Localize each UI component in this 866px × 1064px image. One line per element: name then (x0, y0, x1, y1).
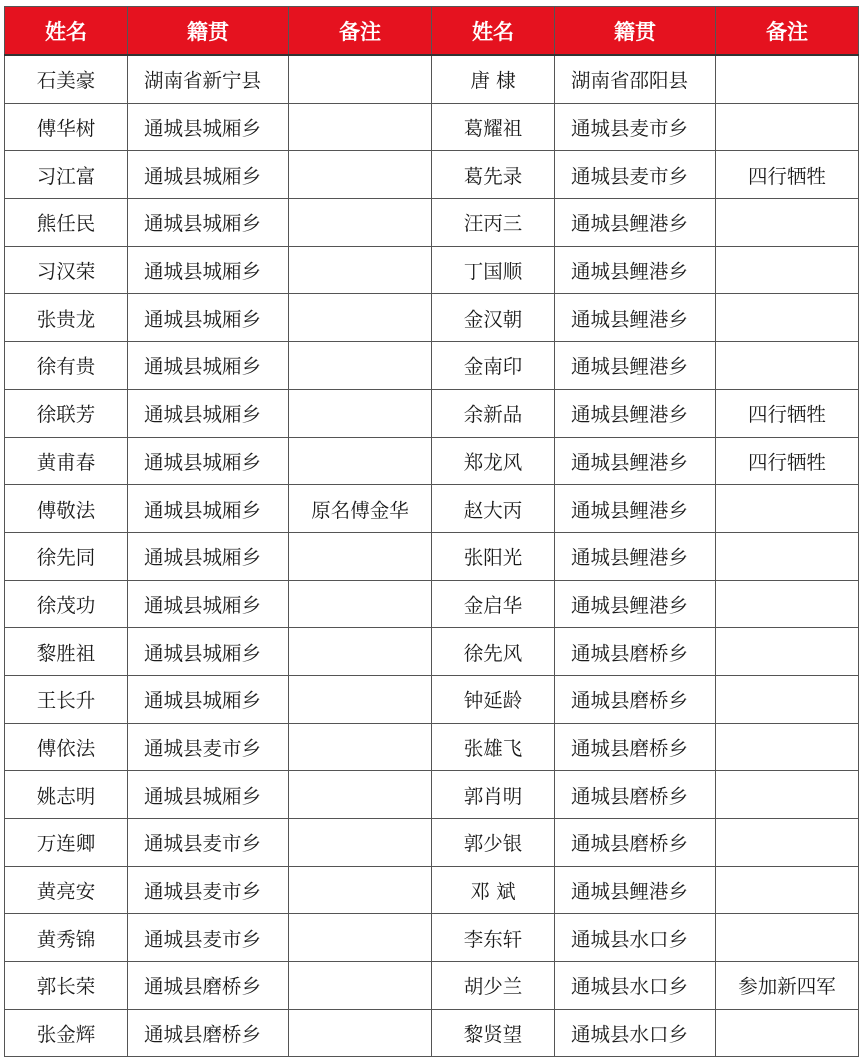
name-cell-left: 习汉荣 (5, 246, 128, 294)
origin-cell-right: 通城县磨桥乡 (555, 628, 716, 676)
note-cell-left (289, 55, 432, 103)
note-cell-left (289, 866, 432, 914)
name-cell-left: 黄亮安 (5, 866, 128, 914)
name-cell-left: 万连卿 (5, 819, 128, 867)
origin-cell-left: 通城县麦市乡 (128, 819, 289, 867)
origin-cell-right: 通城县磨桥乡 (555, 675, 716, 723)
name-cell-left: 黄甫春 (5, 437, 128, 485)
table-row (5, 55, 859, 103)
note-cell-right (716, 246, 859, 294)
table-row (5, 580, 859, 628)
origin-cell-right: 通城县水口乡 (555, 1009, 716, 1057)
note-cell-right (716, 1009, 859, 1057)
note-cell-left (289, 962, 432, 1010)
header-origin-left: 籍贯 (128, 7, 289, 56)
table-row (5, 151, 859, 199)
header-name-left: 姓名 (5, 7, 128, 56)
origin-cell-left: 通城县城厢乡 (128, 103, 289, 151)
table-row (5, 437, 859, 485)
name-cell-left: 郭长荣 (5, 962, 128, 1010)
origin-cell-left: 通城县城厢乡 (128, 246, 289, 294)
origin-cell-right: 通城县鲤港乡 (555, 866, 716, 914)
note-cell-left (289, 914, 432, 962)
origin-cell-left: 通城县磨桥乡 (128, 1009, 289, 1057)
origin-cell-left: 通城县城厢乡 (128, 294, 289, 342)
name-cell-right: 李东轩 (432, 914, 555, 962)
origin-cell-left: 通城县城厢乡 (128, 437, 289, 485)
name-cell-right: 胡少兰 (432, 962, 555, 1010)
note-cell-left (289, 199, 432, 247)
table-row (5, 1009, 859, 1057)
table-row (5, 485, 859, 533)
table-row (5, 246, 859, 294)
note-cell-left (289, 246, 432, 294)
note-cell-left (289, 532, 432, 580)
name-cell-right: 钟延龄 (432, 675, 555, 723)
origin-cell-right: 通城县麦市乡 (555, 103, 716, 151)
origin-cell-left: 通城县城厢乡 (128, 771, 289, 819)
note-cell-right (716, 294, 859, 342)
origin-cell-left: 通城县麦市乡 (128, 914, 289, 962)
name-cell-right: 余新品 (432, 389, 555, 437)
origin-cell-right: 通城县鲤港乡 (555, 532, 716, 580)
table-row (5, 199, 859, 247)
origin-cell-right: 通城县鲤港乡 (555, 485, 716, 533)
origin-cell-right: 通城县鲤港乡 (555, 580, 716, 628)
name-cell-left: 习江富 (5, 151, 128, 199)
origin-cell-right: 通城县鲤港乡 (555, 437, 716, 485)
origin-cell-left: 通城县城厢乡 (128, 342, 289, 390)
origin-cell-right: 通城县鲤港乡 (555, 389, 716, 437)
note-cell-right (716, 580, 859, 628)
origin-cell-left: 通城县城厢乡 (128, 199, 289, 247)
note-cell-left (289, 723, 432, 771)
note-cell-right (716, 342, 859, 390)
note-cell-left (289, 628, 432, 676)
origin-cell-left: 通城县城厢乡 (128, 580, 289, 628)
roster-table-wrapper (4, 6, 859, 1057)
name-cell-left: 熊任民 (5, 199, 128, 247)
name-cell-left: 黎胜祖 (5, 628, 128, 676)
name-cell-left: 黄秀锦 (5, 914, 128, 962)
name-cell-left: 傅依法 (5, 723, 128, 771)
table-row (5, 866, 859, 914)
name-cell-right: 金启华 (432, 580, 555, 628)
table-header (5, 7, 859, 56)
note-cell-left (289, 580, 432, 628)
origin-cell-right: 通城县鲤港乡 (555, 342, 716, 390)
header-note-left: 备注 (289, 7, 432, 56)
header-origin-right: 籍贯 (555, 7, 716, 56)
note-cell-right (716, 675, 859, 723)
table-row (5, 389, 859, 437)
origin-cell-right: 通城县麦市乡 (555, 151, 716, 199)
origin-cell-right: 通城县水口乡 (555, 914, 716, 962)
name-cell-right: 徐先风 (432, 628, 555, 676)
origin-cell-right: 通城县磨桥乡 (555, 771, 716, 819)
name-cell-right: 金南印 (432, 342, 555, 390)
origin-cell-right: 湖南省邵阳县 (555, 55, 716, 103)
header-name-right: 姓名 (432, 7, 555, 56)
table-row (5, 914, 859, 962)
origin-cell-left: 湖南省新宁县 (128, 55, 289, 103)
name-cell-left: 张贵龙 (5, 294, 128, 342)
note-cell-left: 原名傅金华 (289, 485, 432, 533)
name-cell-left: 王长升 (5, 675, 128, 723)
name-cell-left: 张金辉 (5, 1009, 128, 1057)
note-cell-right: 四行牺牲 (716, 437, 859, 485)
note-cell-left (289, 437, 432, 485)
table-row (5, 819, 859, 867)
note-cell-left (289, 342, 432, 390)
name-cell-left: 石美豪 (5, 55, 128, 103)
origin-cell-right: 通城县鲤港乡 (555, 246, 716, 294)
name-cell-left: 傅华树 (5, 103, 128, 151)
origin-cell-right: 通城县鲤港乡 (555, 199, 716, 247)
note-cell-left (289, 389, 432, 437)
table-body (5, 55, 859, 1057)
name-cell-right: 郑龙风 (432, 437, 555, 485)
note-cell-right (716, 55, 859, 103)
name-cell-right: 汪丙三 (432, 199, 555, 247)
origin-cell-right: 通城县鲤港乡 (555, 294, 716, 342)
header-row (5, 7, 859, 56)
name-cell-right: 金汉朝 (432, 294, 555, 342)
origin-cell-left: 通城县城厢乡 (128, 151, 289, 199)
note-cell-left (289, 151, 432, 199)
note-cell-left (289, 819, 432, 867)
name-cell-right: 郭少银 (432, 819, 555, 867)
note-cell-right (716, 819, 859, 867)
note-cell-right (716, 628, 859, 676)
name-cell-left: 姚志明 (5, 771, 128, 819)
note-cell-left (289, 1009, 432, 1057)
origin-cell-left: 通城县城厢乡 (128, 389, 289, 437)
origin-cell-left: 通城县城厢乡 (128, 628, 289, 676)
name-cell-left: 傅敬法 (5, 485, 128, 533)
roster-table (4, 6, 859, 1057)
note-cell-right (716, 914, 859, 962)
table-row (5, 962, 859, 1010)
name-cell-right: 葛先录 (432, 151, 555, 199)
note-cell-left (289, 294, 432, 342)
header-note-right: 备注 (716, 7, 859, 56)
note-cell-left (289, 675, 432, 723)
note-cell-right (716, 532, 859, 580)
name-cell-right: 郭肖明 (432, 771, 555, 819)
origin-cell-left: 通城县麦市乡 (128, 866, 289, 914)
table-row (5, 342, 859, 390)
name-cell-right: 黎贤望 (432, 1009, 555, 1057)
origin-cell-left: 通城县城厢乡 (128, 532, 289, 580)
origin-cell-left: 通城县城厢乡 (128, 675, 289, 723)
note-cell-left (289, 771, 432, 819)
name-cell-right: 唐 棣 (432, 55, 555, 103)
note-cell-left (289, 103, 432, 151)
table-row (5, 628, 859, 676)
origin-cell-left: 通城县麦市乡 (128, 723, 289, 771)
origin-cell-left: 通城县城厢乡 (128, 485, 289, 533)
table-row (5, 771, 859, 819)
name-cell-right: 张阳光 (432, 532, 555, 580)
origin-cell-right: 通城县磨桥乡 (555, 723, 716, 771)
table-row (5, 294, 859, 342)
note-cell-right (716, 485, 859, 533)
note-cell-right: 参加新四军 (716, 962, 859, 1010)
name-cell-right: 赵大丙 (432, 485, 555, 533)
note-cell-right (716, 723, 859, 771)
origin-cell-left: 通城县磨桥乡 (128, 962, 289, 1010)
origin-cell-right: 通城县磨桥乡 (555, 819, 716, 867)
name-cell-right: 邓 斌 (432, 866, 555, 914)
origin-cell-right: 通城县水口乡 (555, 962, 716, 1010)
name-cell-left: 徐联芳 (5, 389, 128, 437)
table-row (5, 532, 859, 580)
name-cell-left: 徐茂功 (5, 580, 128, 628)
table-row (5, 103, 859, 151)
name-cell-right: 葛耀祖 (432, 103, 555, 151)
note-cell-right (716, 771, 859, 819)
table-row (5, 675, 859, 723)
table-row (5, 723, 859, 771)
note-cell-right (716, 199, 859, 247)
note-cell-right: 四行牺牲 (716, 151, 859, 199)
note-cell-right (716, 866, 859, 914)
note-cell-right: 四行牺牲 (716, 389, 859, 437)
name-cell-left: 徐有贵 (5, 342, 128, 390)
name-cell-right: 丁国顺 (432, 246, 555, 294)
note-cell-right (716, 103, 859, 151)
name-cell-left: 徐先同 (5, 532, 128, 580)
name-cell-right: 张雄飞 (432, 723, 555, 771)
